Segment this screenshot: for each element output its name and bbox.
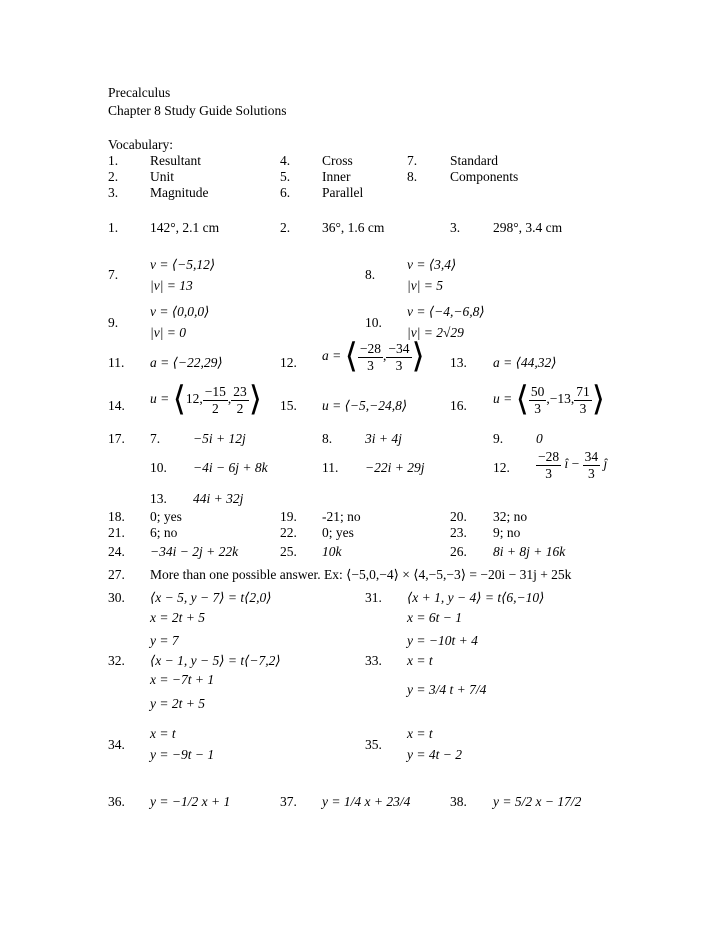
answer-number: 24. — [108, 544, 125, 559]
answer-37: y = 1/4 x + 23/4 — [322, 794, 411, 809]
answer-number: 20. — [450, 509, 467, 524]
answer-32-line: y = 2t + 5 — [150, 696, 205, 711]
answer-11: a = ⟨−22,29⟩ — [150, 355, 223, 370]
answer-16-lhs: u = — [493, 391, 513, 407]
vocab-word: Parallel — [322, 185, 364, 200]
numerator: 50 — [530, 384, 545, 399]
fraction — [529, 385, 547, 415]
answer-17-part-13: 44i + 32j — [193, 491, 244, 506]
answer-number: 2. — [280, 220, 291, 235]
answer-number: 33. — [365, 653, 382, 668]
vocab-number: 3. — [108, 185, 119, 200]
answer-30-line: x = 2t + 5 — [150, 610, 205, 625]
denominator: 3 — [588, 465, 595, 481]
answer-14: u = ⟨12, $\frac{-15}{2}$ , $\frac{23}{2}$ ⟩ — [150, 381, 263, 418]
answer-number: 7. — [108, 267, 119, 282]
answer-number: 14. — [108, 398, 125, 413]
denominator: 3 — [395, 357, 403, 373]
answer-16 — [493, 383, 605, 417]
vocab-word: Components — [450, 169, 519, 184]
answer-33-line: x = t — [407, 653, 433, 668]
vocab-number: 7. — [407, 153, 418, 168]
answer-35-line: x = t — [407, 726, 433, 741]
answer-10-magnitude: |v| = 2√29 — [407, 325, 464, 340]
part-number: 8. — [322, 431, 333, 446]
answer-23: 9; no — [493, 525, 521, 540]
answer-17-part-9: 0 — [536, 431, 543, 446]
answer-10-vector: v = ⟨−4,−6,8⟩ — [407, 304, 485, 319]
right-angle-bracket: ⟩ — [591, 381, 606, 418]
answer-3: 298°, 3.4 cm — [493, 220, 563, 235]
fraction — [358, 342, 383, 372]
answer-30-line: ⟨x − 5, y − 7⟩ = t⟨2,0⟩ — [150, 590, 272, 605]
answer-9-magnitude: |v| = 0 — [150, 325, 187, 340]
answer-25: 10k — [322, 544, 342, 559]
answer-number: 19. — [280, 509, 297, 524]
denominator: 3 — [579, 400, 587, 416]
numerator: −15 — [204, 384, 226, 399]
answer-2: 36°, 1.6 cm — [322, 220, 385, 235]
numerator: 71 — [576, 384, 590, 399]
answer-number: 26. — [450, 544, 467, 559]
answer-number: 34. — [108, 737, 125, 752]
left-angle-bracket: ⟨ — [515, 381, 529, 418]
answer-7-vector: v = ⟨−5,12⟩ — [150, 257, 216, 272]
course-title: Precalculus — [108, 85, 171, 100]
vocab-number: 6. — [280, 185, 291, 200]
answer-number: 9. — [108, 315, 119, 330]
answer-19: -21; no — [322, 509, 361, 524]
answer-number: 37. — [280, 794, 297, 809]
left-angle-bracket: ⟨ — [172, 381, 186, 418]
answer-38: y = 5/2 x − 17/2 — [493, 794, 582, 809]
vocab-number: 8. — [407, 169, 418, 184]
answer-34-line: y = −9t − 1 — [150, 747, 215, 762]
denominator: 3 — [367, 357, 374, 373]
vocab-number: 4. — [280, 153, 291, 168]
answer-27: More than one possible answer. Ex: ⟨−5,0,−4⟩ × ⟨4,−5,−3⟩ = −20i − 31j + 25k — [150, 567, 572, 582]
answer-34-line: x = t — [150, 726, 176, 741]
answer-number: 16. — [450, 398, 467, 413]
answer-number: 22. — [280, 525, 297, 540]
answer-8-vector: v = ⟨3,4⟩ — [407, 257, 457, 272]
numerator: −34 — [388, 341, 410, 356]
answer-number: 32. — [108, 653, 125, 668]
answer-36: y = −1/2 x + 1 — [150, 794, 231, 809]
answer-30-line: y = 7 — [150, 633, 179, 648]
denominator: 3 — [534, 400, 542, 416]
j-unit-vector: ĵ — [603, 456, 608, 472]
answer-33-line: y = 3/4 t + 7/4 — [407, 682, 487, 697]
answer-number: 12. — [280, 355, 297, 370]
answer-number: 10. — [365, 315, 382, 330]
fraction — [583, 450, 601, 480]
answer-20: 32; no — [493, 509, 528, 524]
answer-14-lhs: u = — [150, 391, 170, 407]
vocab-number: 2. — [108, 169, 119, 184]
answer-12-lhs: a = — [322, 348, 342, 364]
answer-22: 0; yes — [322, 525, 354, 540]
answer-15: u = ⟨−5,−24,8⟩ — [322, 398, 408, 413]
part-number: 11. — [322, 460, 339, 475]
answer-number: 23. — [450, 525, 467, 540]
vocab-word: Cross — [322, 153, 353, 168]
answer-17-part-8: 3i + 4j — [365, 431, 402, 446]
denominator: 2 — [236, 400, 244, 416]
answer-17-part-12: $\frac{-28}{3}$ î − $\frac{34}{3}$ ĵ — [538, 449, 608, 481]
vocab-number: 1. — [108, 153, 119, 168]
numerator: −28 — [538, 449, 560, 464]
answer-32-line: ⟨x − 1, y − 5⟩ = t⟨−7,2⟩ — [150, 653, 281, 668]
part-number: 12. — [493, 460, 510, 475]
answer-number: 13. — [450, 355, 467, 370]
answer-number: 35. — [365, 737, 382, 752]
numerator: −28 — [359, 341, 382, 356]
answer-number: 30. — [108, 590, 125, 605]
answer-number: 21. — [108, 525, 125, 540]
right-angle-bracket: ⟩ — [411, 338, 425, 375]
answer-21: 6; no — [150, 525, 178, 540]
answer-24: −34i − 2j + 22k — [150, 544, 239, 559]
fraction — [203, 385, 228, 415]
answer-9-vector: v = ⟨0,0,0⟩ — [150, 304, 210, 319]
answer-31-line: y = −10t + 4 — [407, 633, 478, 648]
denominator: 3 — [545, 465, 552, 481]
right-angle-bracket: ⟩ — [248, 381, 263, 418]
answer-number: 8. — [365, 267, 376, 282]
denominator: 2 — [211, 400, 219, 416]
answer-12: a = ⟨ $\frac{-28}{3}$ , $\frac{-34}{3}$ ⟩ — [322, 338, 425, 375]
component: ,−13, — [546, 391, 575, 407]
numerator: 34 — [584, 449, 599, 464]
page-title: Chapter 8 Study Guide Solutions — [108, 103, 287, 118]
fraction — [536, 450, 561, 480]
answer-number: 3. — [450, 220, 461, 235]
vocab-word: Standard — [450, 153, 498, 168]
part-number: 10. — [150, 460, 167, 475]
fraction — [574, 385, 592, 415]
answer-number: 36. — [108, 794, 125, 809]
part-number: 13. — [150, 491, 167, 506]
answer-number: 15. — [280, 398, 297, 413]
answer-number: 18. — [108, 509, 125, 524]
vocab-word: Inner — [322, 169, 351, 184]
answer-number: 1. — [108, 220, 119, 235]
vocab-word: Unit — [150, 169, 175, 184]
answer-17-part-10: −4i − 6j + 8k — [193, 460, 268, 475]
part-number: 7. — [150, 431, 161, 446]
answer-32-line: x = −7t + 1 — [150, 672, 215, 687]
answer-17-part-11: −22i + 29j — [365, 460, 425, 475]
answer-13: a = ⟨44,32⟩ — [493, 355, 557, 370]
answer-number: 17. — [108, 431, 125, 446]
i-unit-vector: î — [564, 456, 569, 472]
answer-8-magnitude: |v| = 5 — [407, 278, 444, 293]
fraction — [231, 385, 249, 415]
answer-17-part-7: −5i + 12j — [193, 431, 246, 446]
answer-35-line: y = 4t − 2 — [407, 747, 462, 762]
vocab-word: Resultant — [150, 153, 201, 168]
vocabulary-heading: Vocabulary: — [108, 137, 173, 152]
answer-number: 31. — [365, 590, 382, 605]
vocab-word: Magnitude — [150, 185, 209, 200]
answer-26: 8i + 8j + 16k — [493, 544, 566, 559]
answer-31-line: x = 6t − 1 — [407, 610, 462, 625]
answer-number: 27. — [108, 567, 125, 582]
answer-number: 25. — [280, 544, 297, 559]
answer-number: 38. — [450, 794, 467, 809]
component: 12, — [185, 391, 203, 407]
vocab-number: 5. — [280, 169, 291, 184]
answer-31-line: ⟨x + 1, y − 4⟩ = t⟨6,−10⟩ — [407, 590, 545, 605]
answer-7-magnitude: |v| = 13 — [150, 278, 193, 293]
part-number: 9. — [493, 431, 504, 446]
numerator: 23 — [233, 384, 247, 399]
answer-number: 11. — [108, 355, 125, 370]
answer-1: 142°, 2.1 cm — [150, 220, 220, 235]
left-angle-bracket: ⟨ — [344, 338, 358, 375]
answer-18: 0; yes — [150, 509, 182, 524]
fraction — [386, 342, 411, 372]
